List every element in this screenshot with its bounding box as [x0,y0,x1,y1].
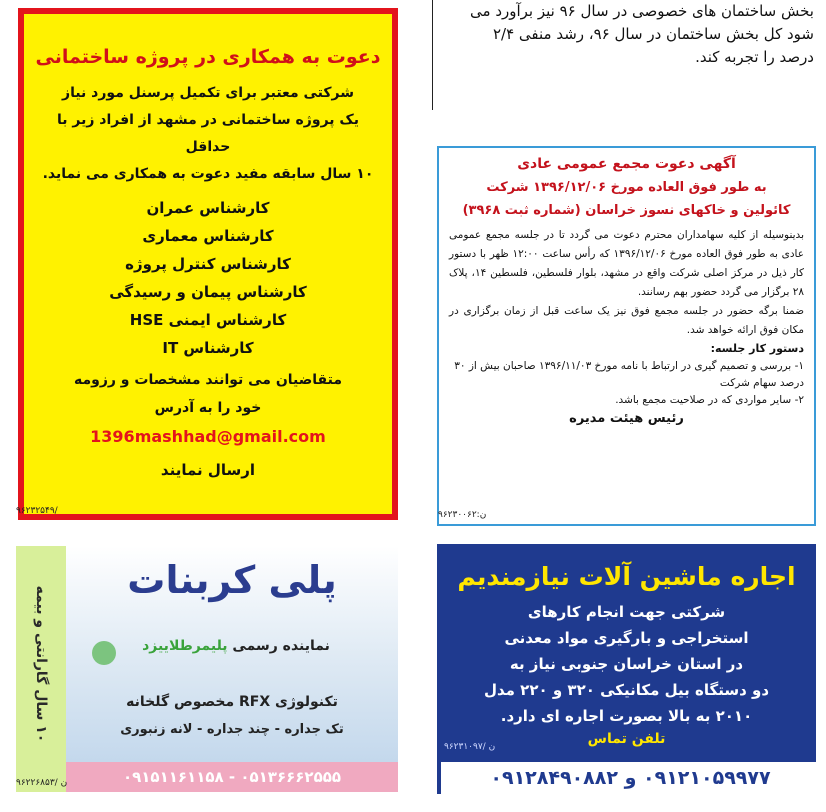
agenda-item: ۱- بررسی و تصمیم گیری در ارتباط با نامه مورخ ۱۳۹۶/۱۱/۰۳ صاحبان بیش از ۳۰ درصد سهام شرکت [454,360,804,389]
article-line: بخش ساختمان های خصوصی در سال ۹۶ نیز برآورد می [470,2,814,20]
notice-subtitle: به طور فوق العاده مورخ ۱۳۹۶/۱۲/۰۶ شرکت [486,180,767,195]
mach-body [441,599,812,729]
rep-brand: پلیمرطلاییزد [142,638,228,654]
article-line: درصد را تجربه کند. [695,48,814,66]
machinery-rental-ad [437,544,816,794]
intro-line: شرکتی معتبر برای تکمیل پرسنل مورد نیاز [62,85,354,101]
apply-line: متقاضیان می توانند مشخصات و رزومه [73,372,343,388]
mach-line: شرکتی جهت انجام کارهای [527,603,726,621]
column-divider [432,0,433,110]
mach-line: استخراجی و بارگیری مواد معدنی [504,629,749,647]
role-item: کارشناس کنترل پروژه [125,255,291,273]
article-line: شود کل بخش ساختمان در سال ۹۶، رشد منفی ۲/۴ [492,25,814,43]
mach-phones[interactable]: ۰۹۱۲۱۰۵۹۹۷۷ و ۰۹۱۲۸۴۹۰۸۸۲ [441,762,820,794]
mach-line: ۲۰۱۰ به بالا بصورت اجاره ای دارد. [500,707,753,725]
mach-line: دو دستگاه بیل مکانیکی ۳۲۰ و ۲۲۰ مدل [483,681,770,699]
notice-company: کائولین و خاکهای نسوز خراسان (شماره ثبت ۳۹۶۸) [462,203,791,218]
warranty-strip [16,546,66,792]
mach-line: در استان خراسان جنوبی نیاز به [509,655,744,673]
mach-title: اجاره ماشین آلات نیازمندیم [441,548,812,591]
meeting-notice-ad [437,146,816,526]
apply-instructions [24,366,392,422]
notice-paragraph: ضمنا برگه حضور در جلسه مجمع فوق نیز یک ساعت قبل از زمان برگزاری در مکان فوق ارائه خواهد شد. [449,305,804,336]
ad-code: ن:۹۶۲۳۰۰۶۲ [438,510,487,520]
contact-label: تلفن تماس [587,731,666,747]
role-item: کارشناس پیمان و رسیدگی [109,283,307,301]
ad-code: ۹۶۲۳۲۵۴۹/ [16,506,58,516]
poly-title: پلی کربنات [127,558,337,602]
agenda-title: دستور کار جلسه: [710,342,804,355]
poly-types: تک جداره - چند جداره - لانه زنبوری [120,722,344,737]
contact-email[interactable]: 1396mashhad@gmail.com [90,427,326,446]
recruitment-ad [18,8,398,520]
notice-title: آگهی دعوت مجمع عمومی عادی [517,156,736,172]
poly-main-panel [66,546,398,792]
ad-intro [24,80,392,188]
role-item: کارشناس IT [162,339,254,357]
warranty-text: ۱۰ سال گارانتی و بیمه [33,585,49,743]
official-rep [86,638,386,654]
intro-line: ۱۰ سال سابقه مفید دعوت به همکاری می نماید. [42,166,374,182]
ad-code: ۹۶۲۳۱۰۹۷/ ن [444,742,496,752]
role-item: کارشناس عمران [146,199,270,217]
apply-line: خود را به آدرس [154,400,262,416]
agenda-list [439,358,814,409]
intro-line: یک پروژه ساختمانی در مشهد از افراد زیر با حداقل [56,112,359,155]
rep-label: نماینده رسمی [232,638,330,654]
polycarbonate-ad [16,546,398,792]
ad-code: ۹۶۲۲۶۸۵۳/ ن [16,778,68,788]
send-label: ارسال نمایند [160,461,256,479]
ad-title: دعوت به همکاری در پروژه ساختمانی [35,46,381,68]
article-snippet [440,0,820,100]
roles-list [24,194,392,362]
role-item: کارشناس معماری [142,227,274,245]
notice-body [439,222,814,340]
poly-technology: تکنولوژی RFX مخصوص گلخانه [126,694,338,710]
agenda-item: ۲- سایر مواردی که در صلاحیت مجمع باشد. [615,394,804,406]
notice-paragraph: بدینوسیله از کلیه سهامداران محترم دعوت می گردد تا در جلسه مجمع عمومی عادی به طور فوق العاده مورخ ۱۳۹۶/۱۲/۰۶ که رأس ساعت ۱۲:۰۰ ظهر با دستور کار ذیل در مرکز اصلی شرکت واقع در مشهد، بلوار فلسطین، فلسطین ۱۴، پلاک ۲۸ برگزار می گردد حضور بهم رسانند. [449,229,804,298]
poly-phones[interactable]: ۰۹۱۵۱۱۶۱۱۵۸ - ۰۵۱۳۶۶۶۲۵۵۵ [66,762,398,792]
signature: رئیس هیئت مدیره [569,411,684,426]
role-item: کارشناس ایمنی HSE [129,311,287,329]
